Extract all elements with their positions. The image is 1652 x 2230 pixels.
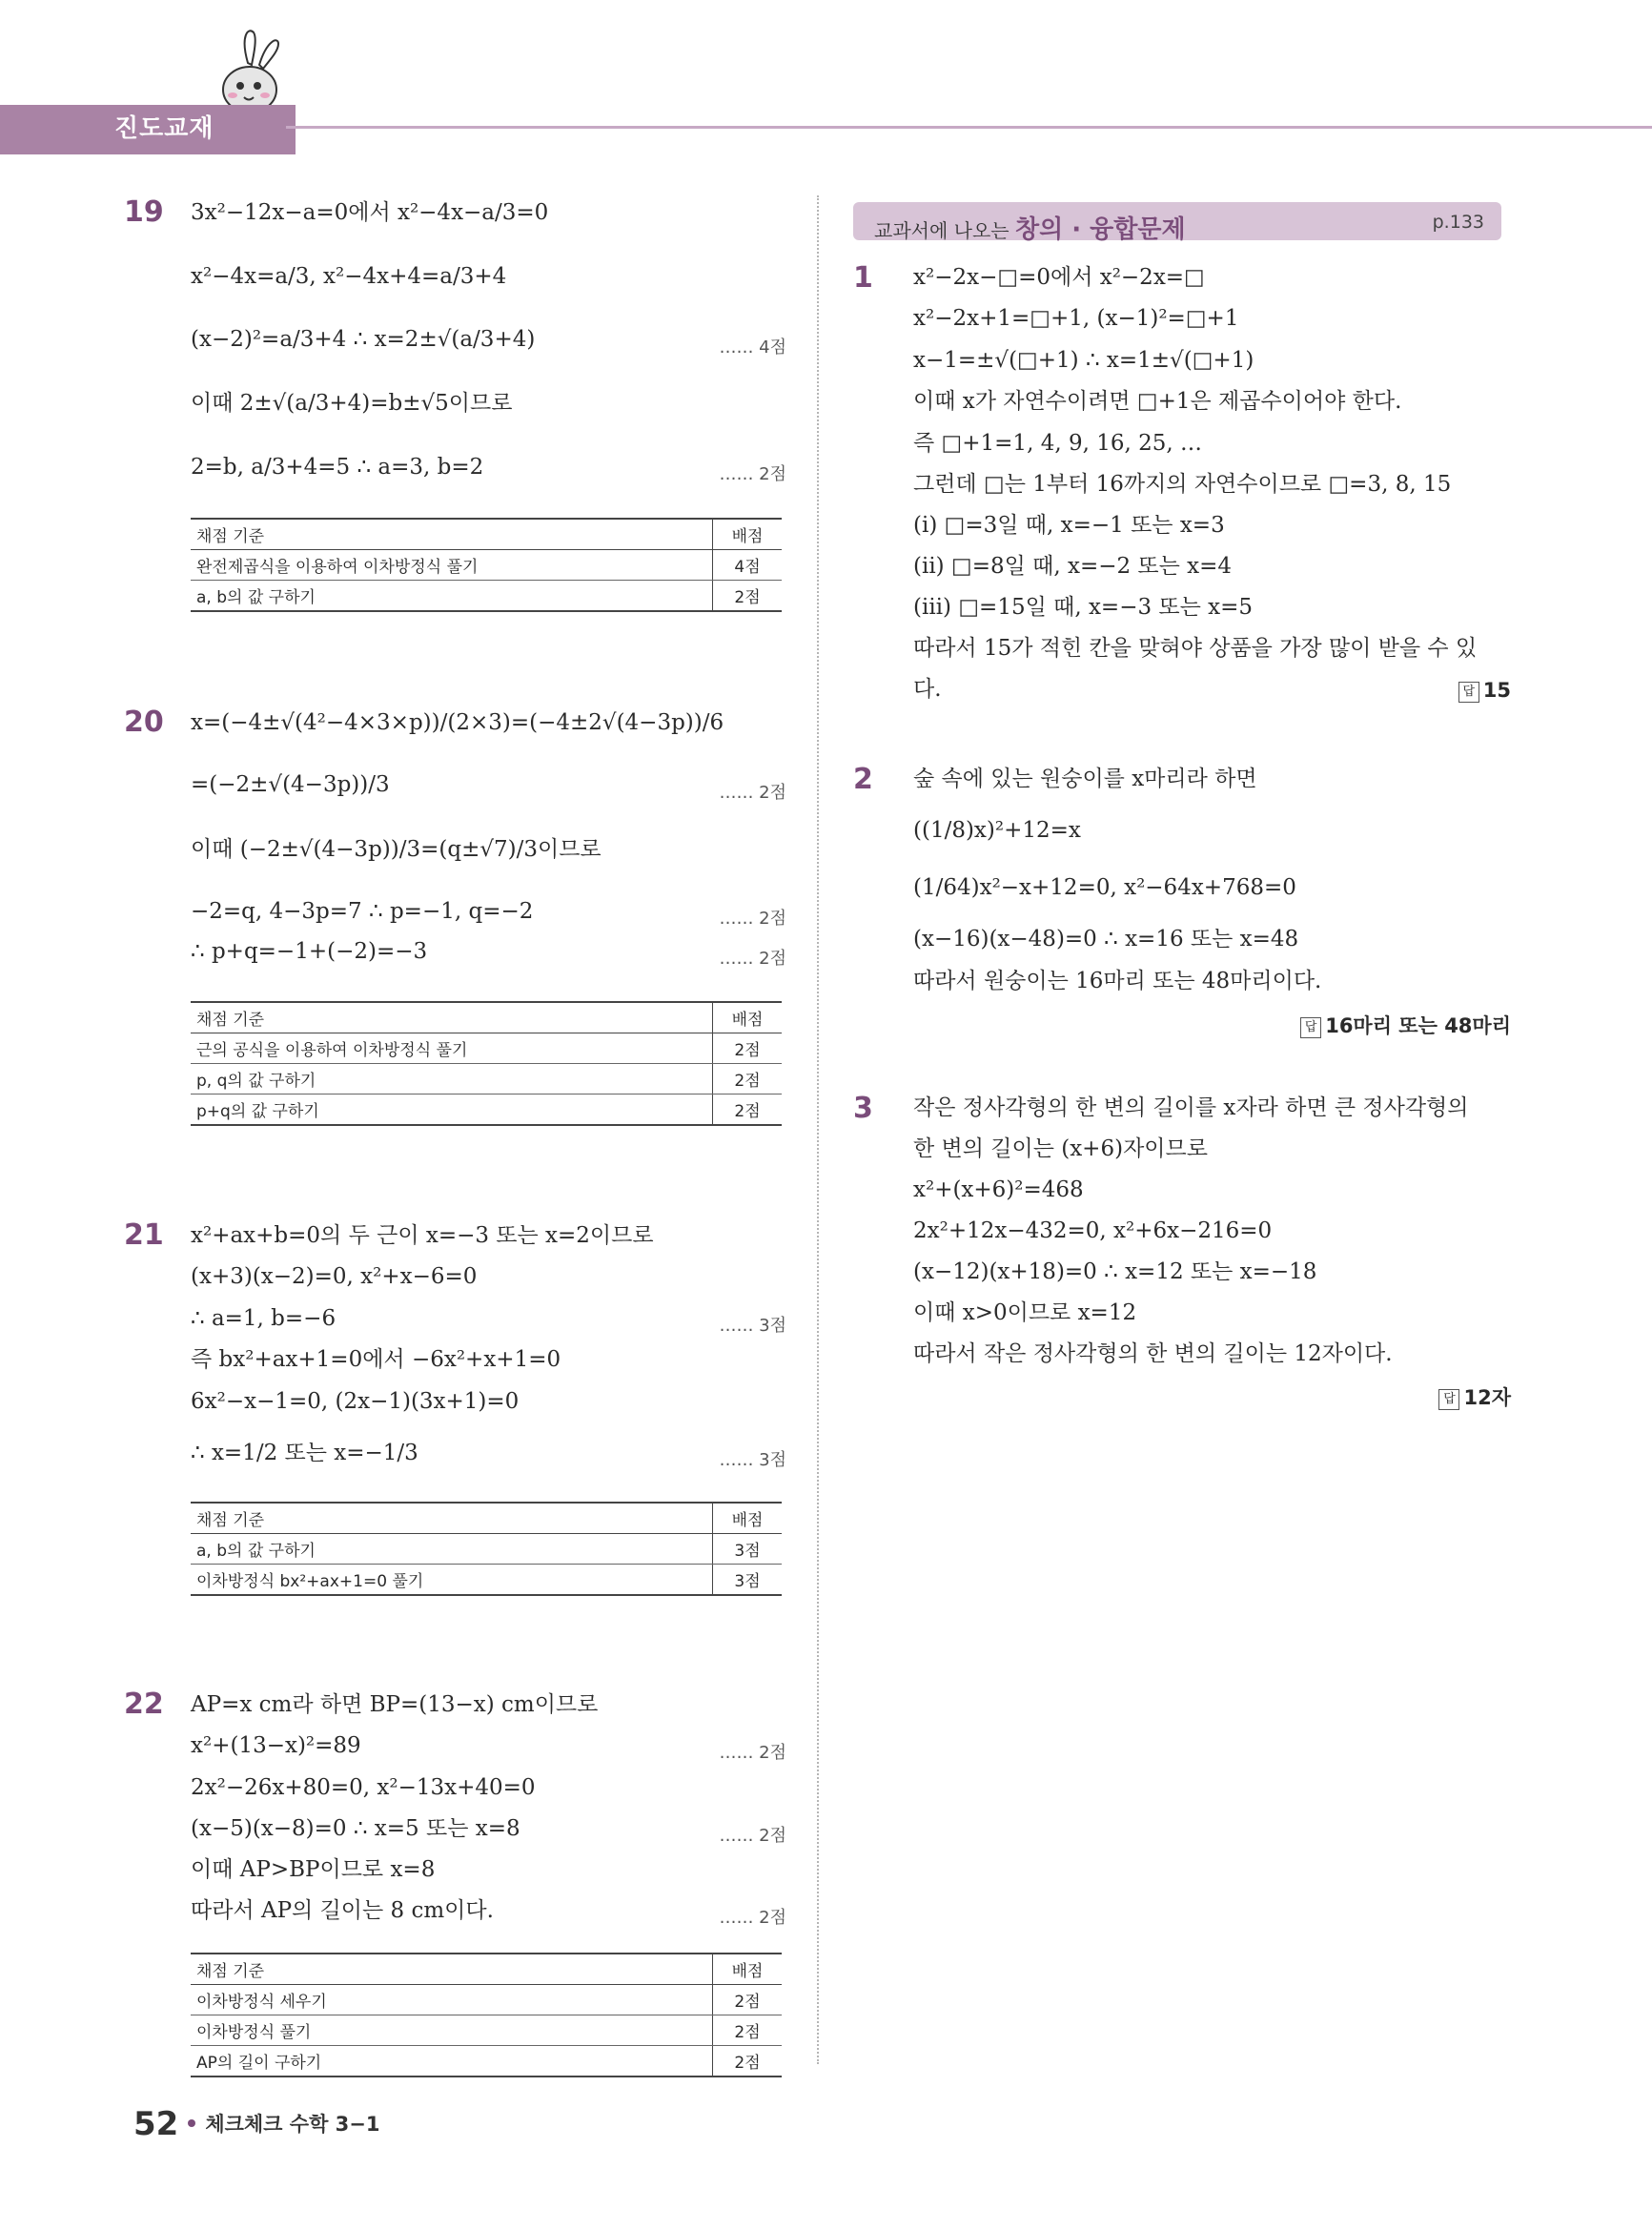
- scoring-table: [191, 518, 782, 612]
- solution-line: 따라서 원숭이는 16마리 또는 48마리이다.: [913, 969, 1322, 993]
- solution-line: =(−2±√(4−3p))/3: [191, 772, 390, 797]
- table-cell: 이차방정식 세우기: [191, 1985, 713, 2015]
- table-cell: 2점: [713, 1985, 783, 2015]
- solution-line: x²+(x+6)²=468: [913, 1177, 1084, 1202]
- solution-line: ∴ p+q=−1+(−2)=−3: [191, 939, 428, 964]
- solution-line: 3x²−12x−a=0에서 x²−4x−a/3=0: [191, 200, 549, 225]
- table-cell: 4점: [713, 550, 783, 581]
- answer-value: 12자: [1463, 1386, 1511, 1409]
- table-header: 배점: [713, 519, 783, 550]
- table-cell: 근의 공식을 이용하여 이차방정식 풀기: [191, 1033, 713, 1064]
- solution-line: 따라서 작은 정사각형의 한 변의 길이는 12자이다.: [913, 1341, 1393, 1366]
- problem-number: 22: [124, 1688, 164, 1721]
- table-cell: p+q의 값 구하기: [191, 1095, 713, 1126]
- page-number: 52: [133, 2105, 179, 2143]
- solution-line: x²+ax+b=0의 두 근이 x=−3 또는 x=2이므로: [191, 1223, 654, 1248]
- table-header: 채점 기준: [191, 1002, 713, 1033]
- solution-line: (x−2)²=a/3+4 ∴ x=2±√(a/3+4): [191, 327, 536, 352]
- solution-line: 2=b, a/3+4=5 ∴ a=3, b=2: [191, 455, 484, 480]
- solution-line: (ⅲ) □=15일 때, x=−3 또는 x=5: [913, 595, 1254, 620]
- scoring-table: [191, 1953, 782, 2077]
- bullet-dot-icon: [188, 2119, 195, 2127]
- section-emphasis: 창의 · 융합문제: [1014, 215, 1186, 244]
- solution-line: (ⅱ) □=8일 때, x=−2 또는 x=4: [913, 554, 1233, 579]
- solution-line: 6x²−x−1=0, (2x−1)(3x+1)=0: [191, 1389, 520, 1414]
- table-row: [191, 1095, 782, 1126]
- solution-line: 그런데 □는 1부터 16까지의 자연수이므로 □=3, 8, 15: [913, 472, 1452, 497]
- solution-line: 이때 x>0이므로 x=12: [913, 1300, 1137, 1325]
- scoring-table: [191, 1001, 782, 1126]
- score-mark: …… 2점: [719, 1826, 786, 1846]
- solution-line: 이때 (−2±√(4−3p))/3=(q±√7)/3이므로: [191, 837, 602, 862]
- table-header: 배점: [713, 1503, 783, 1534]
- solution-line: 즉 bx²+ax+1=0에서 −6x²+x+1=0: [191, 1347, 561, 1372]
- score-mark: …… 2점: [719, 949, 786, 969]
- table-cell: 3점: [713, 1534, 783, 1565]
- score-mark: …… 4점: [719, 338, 786, 358]
- page-footer: [133, 2105, 380, 2143]
- table-row: [191, 1033, 782, 1064]
- table-row: [191, 2046, 782, 2077]
- solution-line: 따라서 15가 적힌 칸을 맞혀야 상품을 가장 많이 받을 수 있: [913, 636, 1478, 661]
- problem-number: 2: [853, 763, 873, 796]
- table-row: [191, 1534, 782, 1565]
- problem-number: 3: [853, 1092, 873, 1125]
- table-cell: p, q의 값 구하기: [191, 1064, 713, 1095]
- answer-value: 15: [1482, 679, 1511, 702]
- table-cell: 2점: [713, 2046, 783, 2077]
- section-page-ref: p.133: [1432, 212, 1484, 233]
- answer-label: [1300, 1011, 1511, 1039]
- table-row: [191, 2015, 782, 2046]
- solution-line: ((1/8)x)²+12=x: [913, 818, 1081, 843]
- table-row: [191, 1064, 782, 1095]
- table-cell: 3점: [713, 1565, 783, 1596]
- problem-number: 19: [124, 195, 164, 229]
- solution-line: x=(−4±√(4²−4×3×p))/(2×3)=(−4±2√(4−3p))/6: [191, 710, 724, 735]
- header-label: 진도교재: [114, 114, 214, 143]
- score-mark: …… 2점: [719, 909, 786, 929]
- table-row: [191, 550, 782, 581]
- problem-number: 21: [124, 1218, 164, 1252]
- answer-label: [1458, 679, 1511, 703]
- solution-line: (x−12)(x+18)=0 ∴ x=12 또는 x=−18: [913, 1259, 1317, 1284]
- book-title: 체크체크 수학 3−1: [205, 2113, 380, 2136]
- solution-line: (ⅰ) □=3일 때, x=−1 또는 x=3: [913, 513, 1225, 538]
- table-cell: 2점: [713, 1095, 783, 1126]
- column-divider: [817, 195, 819, 2064]
- solution-line: (x−16)(x−48)=0 ∴ x=16 또는 x=48: [913, 927, 1299, 951]
- solution-line: 즉 □+1=1, 4, 9, 16, 25, …: [913, 431, 1202, 456]
- solution-line: 따라서 AP의 길이는 8 cm이다.: [191, 1898, 494, 1923]
- table-row: [191, 1985, 782, 2015]
- score-mark: …… 2점: [719, 464, 786, 484]
- section-heading: [853, 202, 1501, 244]
- score-mark: …… 3점: [719, 1316, 786, 1336]
- solution-line: ∴ a=1, b=−6: [191, 1306, 337, 1331]
- solution-line: x−1=±√(□+1) ∴ x=1±√(□+1): [913, 348, 1254, 373]
- table-header: 배점: [713, 1954, 783, 1985]
- solution-line: 작은 정사각형의 한 변의 길이를 x자라 하면 큰 정사각형의: [913, 1095, 1469, 1120]
- score-mark: …… 3점: [719, 1450, 786, 1470]
- solution-line: 다.: [913, 677, 942, 702]
- solution-line: x²−2x+1=□+1, (x−1)²=□+1: [913, 306, 1239, 331]
- solution-line: 이때 x가 자연수이려면 □+1은 제곱수이어야 한다.: [913, 389, 1402, 414]
- table-header: 채점 기준: [191, 1954, 713, 1985]
- score-mark: …… 2점: [719, 1908, 786, 1928]
- solution-line: x²−2x−□=0에서 x²−2x=□: [913, 265, 1205, 290]
- solution-line: 2x²−26x+80=0, x²−13x+40=0: [191, 1775, 536, 1800]
- solution-line: 한 변의 길이는 (x+6)자이므로: [913, 1136, 1208, 1161]
- table-header: 채점 기준: [191, 519, 713, 550]
- solution-line: AP=x cm라 하면 BP=(13−x) cm이므로: [191, 1692, 599, 1717]
- table-row: [191, 1565, 782, 1596]
- section-title: [874, 210, 1186, 245]
- answer-label: [1438, 1382, 1511, 1411]
- solution-line: (x−5)(x−8)=0 ∴ x=5 또는 x=8: [191, 1816, 520, 1841]
- scoring-table: [191, 1502, 782, 1596]
- header-rule: [286, 126, 1652, 129]
- score-mark: …… 2점: [719, 1743, 786, 1763]
- solution-line: (x+3)(x−2)=0, x²+x−6=0: [191, 1264, 478, 1289]
- answer-icon: 답: [1300, 1017, 1321, 1038]
- table-cell: 2점: [713, 581, 783, 612]
- table-cell: 완전제곱식을 이용하여 이차방정식 풀기: [191, 550, 713, 581]
- section-prefix: 교과서에 나오는: [874, 219, 1010, 242]
- score-mark: …… 2점: [719, 783, 786, 803]
- solution-line: 숲 속에 있는 원숭이를 x마리라 하면: [913, 767, 1257, 791]
- problem-number: 1: [853, 261, 873, 295]
- solution-line: ∴ x=1/2 또는 x=−1/3: [191, 1441, 418, 1465]
- table-cell: 2점: [713, 1033, 783, 1064]
- table-cell: a, b의 값 구하기: [191, 1534, 713, 1565]
- table-header: 배점: [713, 1002, 783, 1033]
- solution-line: 이때 AP>BP이므로 x=8: [191, 1857, 436, 1882]
- problem-number: 20: [124, 706, 164, 739]
- solution-line: x²−4x=a/3, x²−4x+4=a/3+4: [191, 264, 507, 289]
- table-cell: a, b의 값 구하기: [191, 581, 713, 612]
- solution-line: x²+(13−x)²=89: [191, 1733, 361, 1758]
- table-cell: 2점: [713, 2015, 783, 2046]
- table-cell: AP의 길이 구하기: [191, 2046, 713, 2077]
- table-cell: 이차방정식 bx²+ax+1=0 풀기: [191, 1565, 713, 1596]
- table-cell: 이차방정식 풀기: [191, 2015, 713, 2046]
- solution-line: 이때 2±√(a/3+4)=b±√5이므로: [191, 391, 513, 416]
- solution-line: −2=q, 4−3p=7 ∴ p=−1, q=−2: [191, 899, 534, 924]
- answer-value: 16마리 또는 48마리: [1325, 1014, 1511, 1037]
- table-header: 채점 기준: [191, 1503, 713, 1534]
- answer-icon: 답: [1438, 1389, 1459, 1410]
- answer-icon: 답: [1458, 682, 1479, 703]
- solution-line: 2x²+12x−432=0, x²+6x−216=0: [913, 1218, 1273, 1243]
- table-cell: 2점: [713, 1064, 783, 1095]
- solution-line: (1/64)x²−x+12=0, x²−64x+768=0: [913, 875, 1296, 900]
- table-row: [191, 581, 782, 612]
